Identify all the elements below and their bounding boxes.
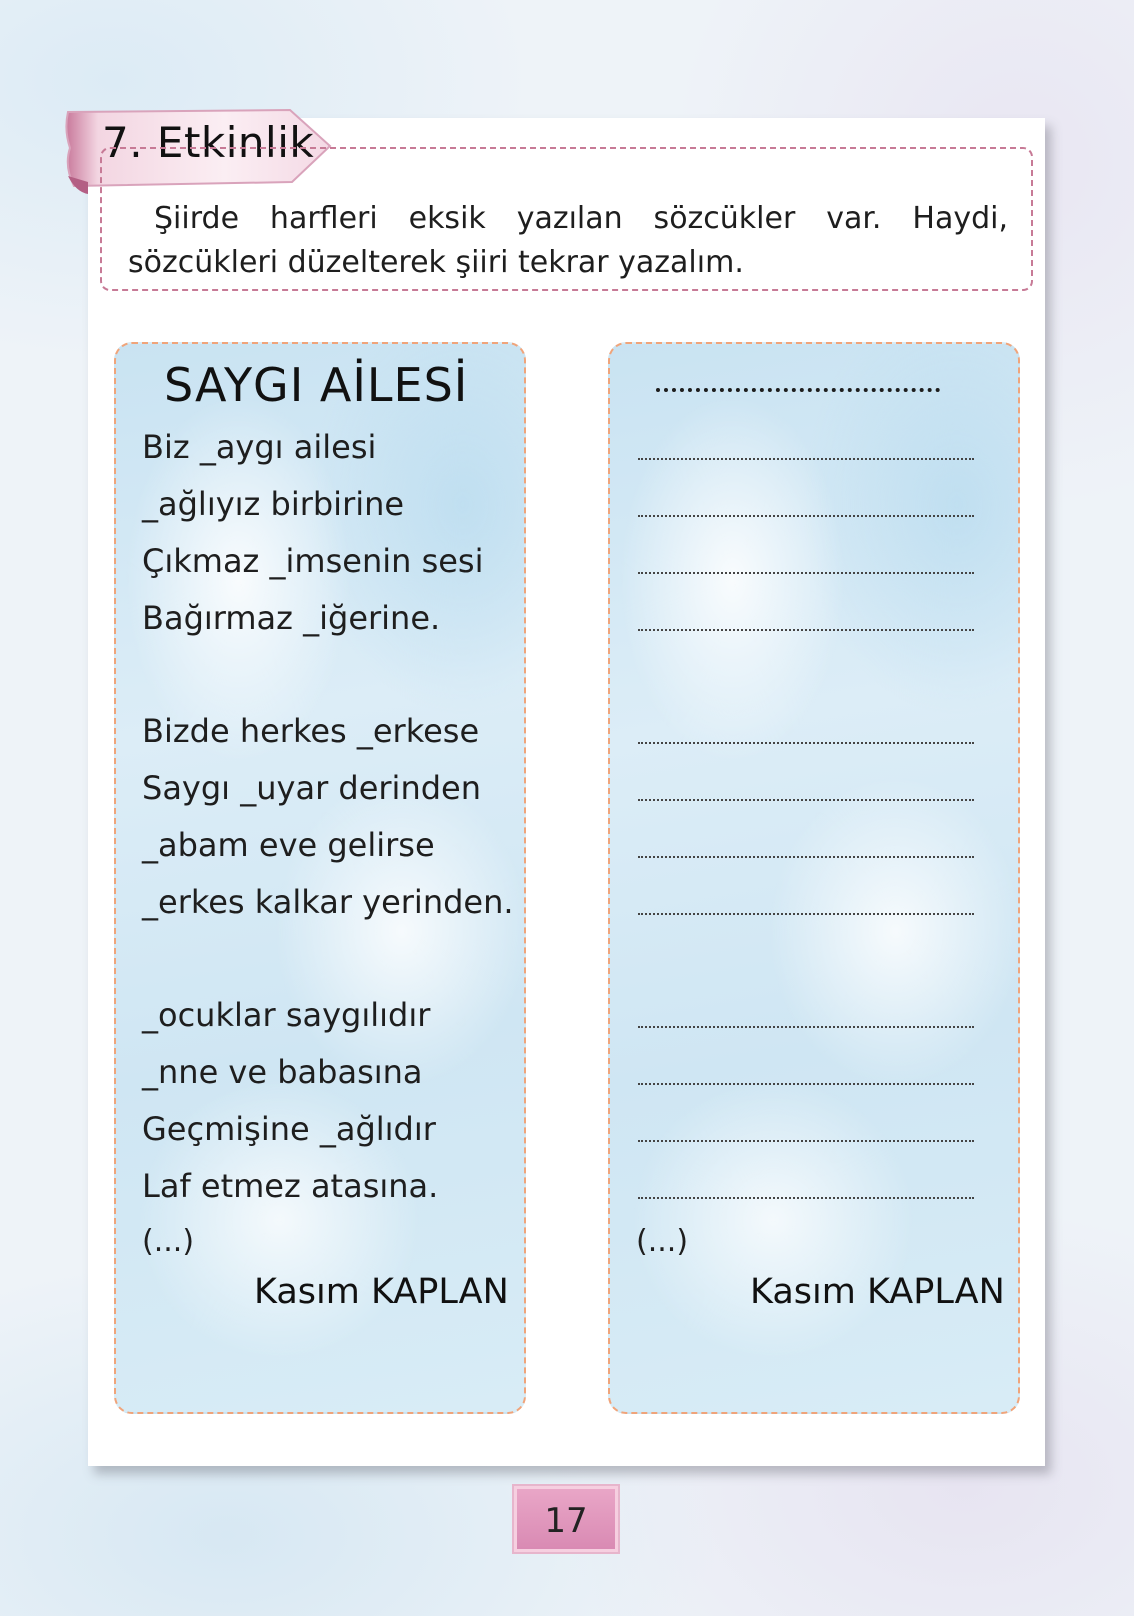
poem-ellipsis: (...) — [142, 1224, 195, 1259]
poem-line: _nne ve babasına — [142, 1053, 423, 1091]
poem-panel — [114, 342, 526, 1414]
answer-panel — [608, 342, 1020, 1414]
poem-line: Laf etmez atasına. — [142, 1167, 439, 1205]
answer-line[interactable] — [638, 570, 974, 574]
answer-line[interactable] — [638, 1024, 974, 1028]
answer-line[interactable] — [638, 797, 974, 801]
poem-line: _erkes kalkar yerinden. — [142, 883, 514, 921]
instruction-text: Şiirde harfleri eksik yazılan sözcükler var. Haydi, sözcükleri düzelterek şiiri tekrar yazalım. — [128, 201, 1008, 280]
poem-line: _ağlıyız birbirine — [142, 485, 405, 523]
poem-line: Çıkmaz _imsenin sesi — [142, 542, 484, 580]
poem-author: Kasım KAPLAN — [254, 1272, 509, 1312]
poem-line: _abam eve gelirse — [142, 826, 435, 864]
answer-line[interactable] — [638, 854, 974, 858]
answer-line[interactable] — [638, 456, 974, 460]
poem-line: Bağırmaz _iğerine. — [142, 599, 441, 637]
poem-line: _ocuklar saygılıdır — [142, 996, 431, 1034]
poem-line: Saygı _uyar derinden — [142, 769, 481, 807]
answer-line[interactable] — [638, 627, 974, 631]
answer-ellipsis: (...) — [636, 1224, 689, 1259]
poem-line: Biz _aygı ailesi — [142, 428, 377, 466]
answer-author: Kasım KAPLAN — [750, 1272, 1005, 1312]
instruction-box — [100, 147, 1033, 291]
answer-line[interactable] — [638, 1081, 974, 1085]
answer-line[interactable] — [638, 1195, 974, 1199]
answer-line[interactable] — [638, 513, 974, 517]
answer-line[interactable] — [638, 911, 974, 915]
poem-title: SAYGI AİLESİ — [164, 358, 469, 412]
answer-line[interactable] — [638, 1138, 974, 1142]
poem-line: Geçmişine _ağlıdır — [142, 1110, 436, 1148]
poem-line: Bizde herkes _erkese — [142, 712, 480, 750]
answer-title-line[interactable] — [656, 386, 940, 392]
page-number: 17 — [544, 1501, 588, 1541]
answer-line[interactable] — [638, 740, 974, 744]
page-number-badge — [514, 1486, 618, 1552]
activity-title: 7. Etkinlik — [102, 118, 315, 167]
